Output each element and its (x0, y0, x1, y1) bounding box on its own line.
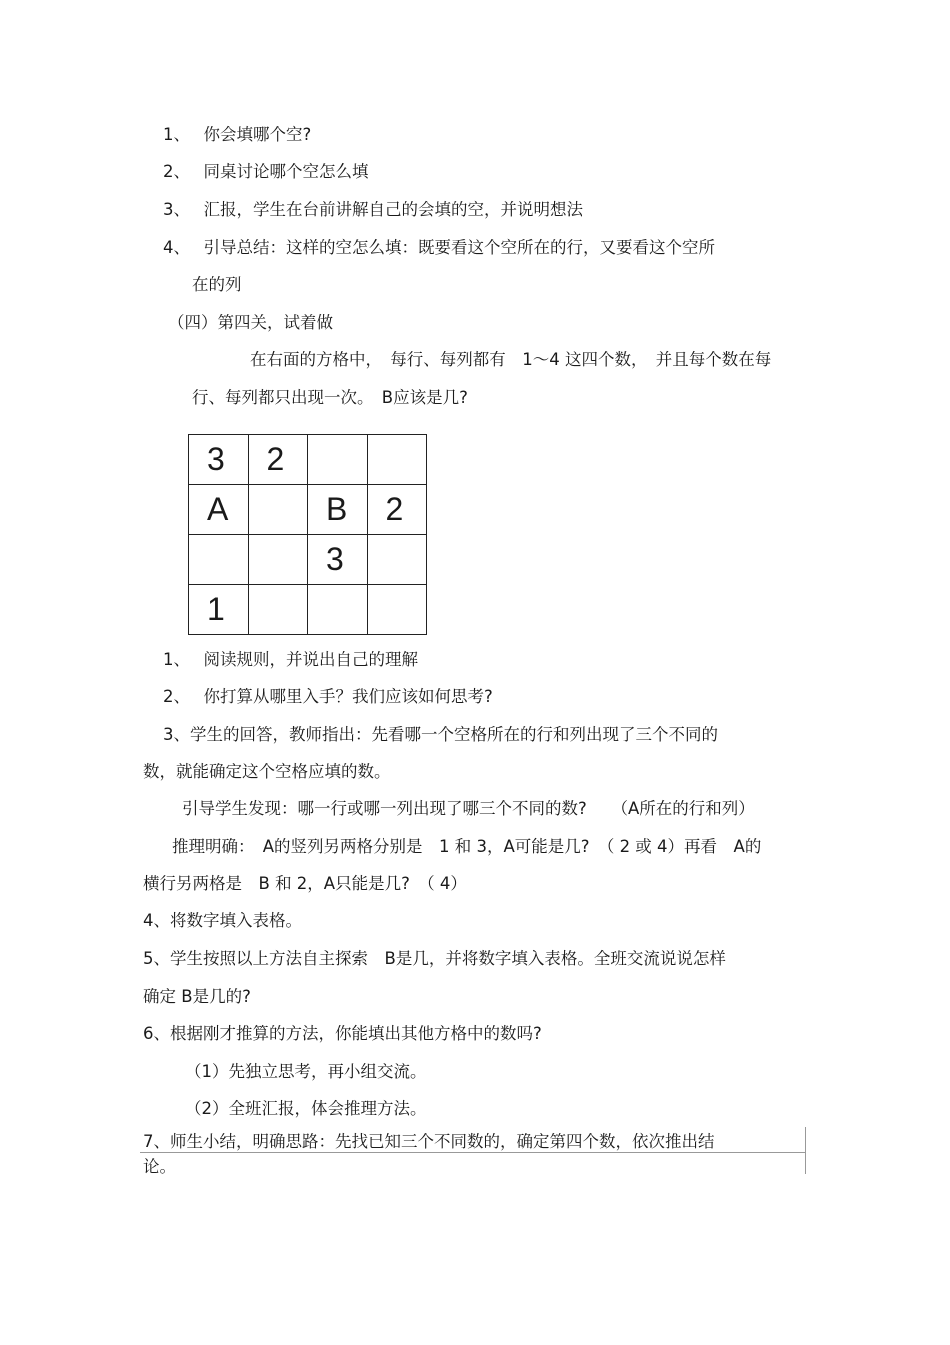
step-6: 6、根据刚才推算的方法，你能填出其他方格中的数吗? (143, 1024, 542, 1043)
grid-cell (367, 435, 426, 485)
step-3-cont: 数，就能确定这个空格应填的数。 (143, 762, 391, 781)
section-heading: （四）第四关，试着做 (168, 313, 333, 332)
item-1: 1、 你会填哪个空? (163, 125, 312, 144)
prompt-line-1: 在右面的方格中， 每行、每列都有 1～4 这四个数， 并且每个数在每 (250, 350, 772, 369)
grid-cell (189, 535, 249, 585)
grid-cell (248, 485, 307, 535)
frame-line (805, 1127, 806, 1174)
grid-cell: A (189, 485, 249, 535)
item-4: 4、 引导总结：这样的空怎么填：既要看这个空所在的行，又要看这个空所 (163, 238, 715, 257)
grid-cell (367, 585, 426, 635)
step-5: 5、学生按照以上方法自主探索 B是几，并将数字填入表格。全班交流说说怎样 (143, 949, 726, 968)
guide-line: 引导学生发现：哪一行或哪一列出现了哪三个不同的数? （A所在的行和列） (182, 799, 755, 818)
grid-row (189, 585, 427, 635)
grid-cell (248, 535, 307, 585)
divider (140, 1152, 806, 1153)
step-7: 7、师生小结，明确思路：先找已知三个不同数的，确定第四个数，依次推出结 (143, 1132, 715, 1151)
reasoning-line-2: 横行另两格是 B 和 2，A只能是几? （ 4） (143, 874, 467, 893)
grid-row (189, 535, 427, 585)
grid-cell (248, 585, 307, 635)
reasoning-line-1: 推理明确： A的竖列另两格分别是 1 和 3，A可能是几? （ 2 或 4）再看 A的 (172, 837, 762, 856)
grid-cell: 3 (189, 435, 249, 485)
prompt-line-2: 行、每列都只出现一次。 B应该是几? (192, 388, 468, 407)
grid-row (189, 485, 427, 535)
grid-cell: 1 (189, 585, 249, 635)
step-7-cont: 论。 (143, 1157, 176, 1176)
grid-cell: 3 (307, 535, 367, 585)
step-3: 3、学生的回答，教师指出：先看哪一个空格所在的行和列出现了三个不同的 (163, 725, 718, 744)
step-6-sub-1: （1）先独立思考，再小组交流。 (185, 1062, 427, 1081)
grid-cell (307, 435, 367, 485)
grid-cell (367, 535, 426, 585)
item-3: 3、 汇报，学生在台前讲解自己的会填的空，并说明想法 (163, 200, 583, 219)
step-2: 2、 你打算从哪里入手？我们应该如何思考? (163, 687, 493, 706)
step-4: 4、将数字填入表格。 (143, 911, 302, 930)
grid-cell (307, 585, 367, 635)
grid-cell: 2 (248, 435, 307, 485)
number-grid (188, 434, 427, 635)
grid-cell: 2 (367, 485, 426, 535)
grid-row (189, 435, 427, 485)
step-1: 1、 阅读规则，并说出自己的理解 (163, 650, 418, 669)
item-2: 2、 同桌讨论哪个空怎么填 (163, 162, 369, 181)
grid-cell: B (307, 485, 367, 535)
step-6-sub-2: （2）全班汇报，体会推理方法。 (185, 1099, 427, 1118)
step-5-cont: 确定 B是几的? (143, 987, 251, 1006)
item-4-cont: 在的列 (192, 275, 242, 294)
